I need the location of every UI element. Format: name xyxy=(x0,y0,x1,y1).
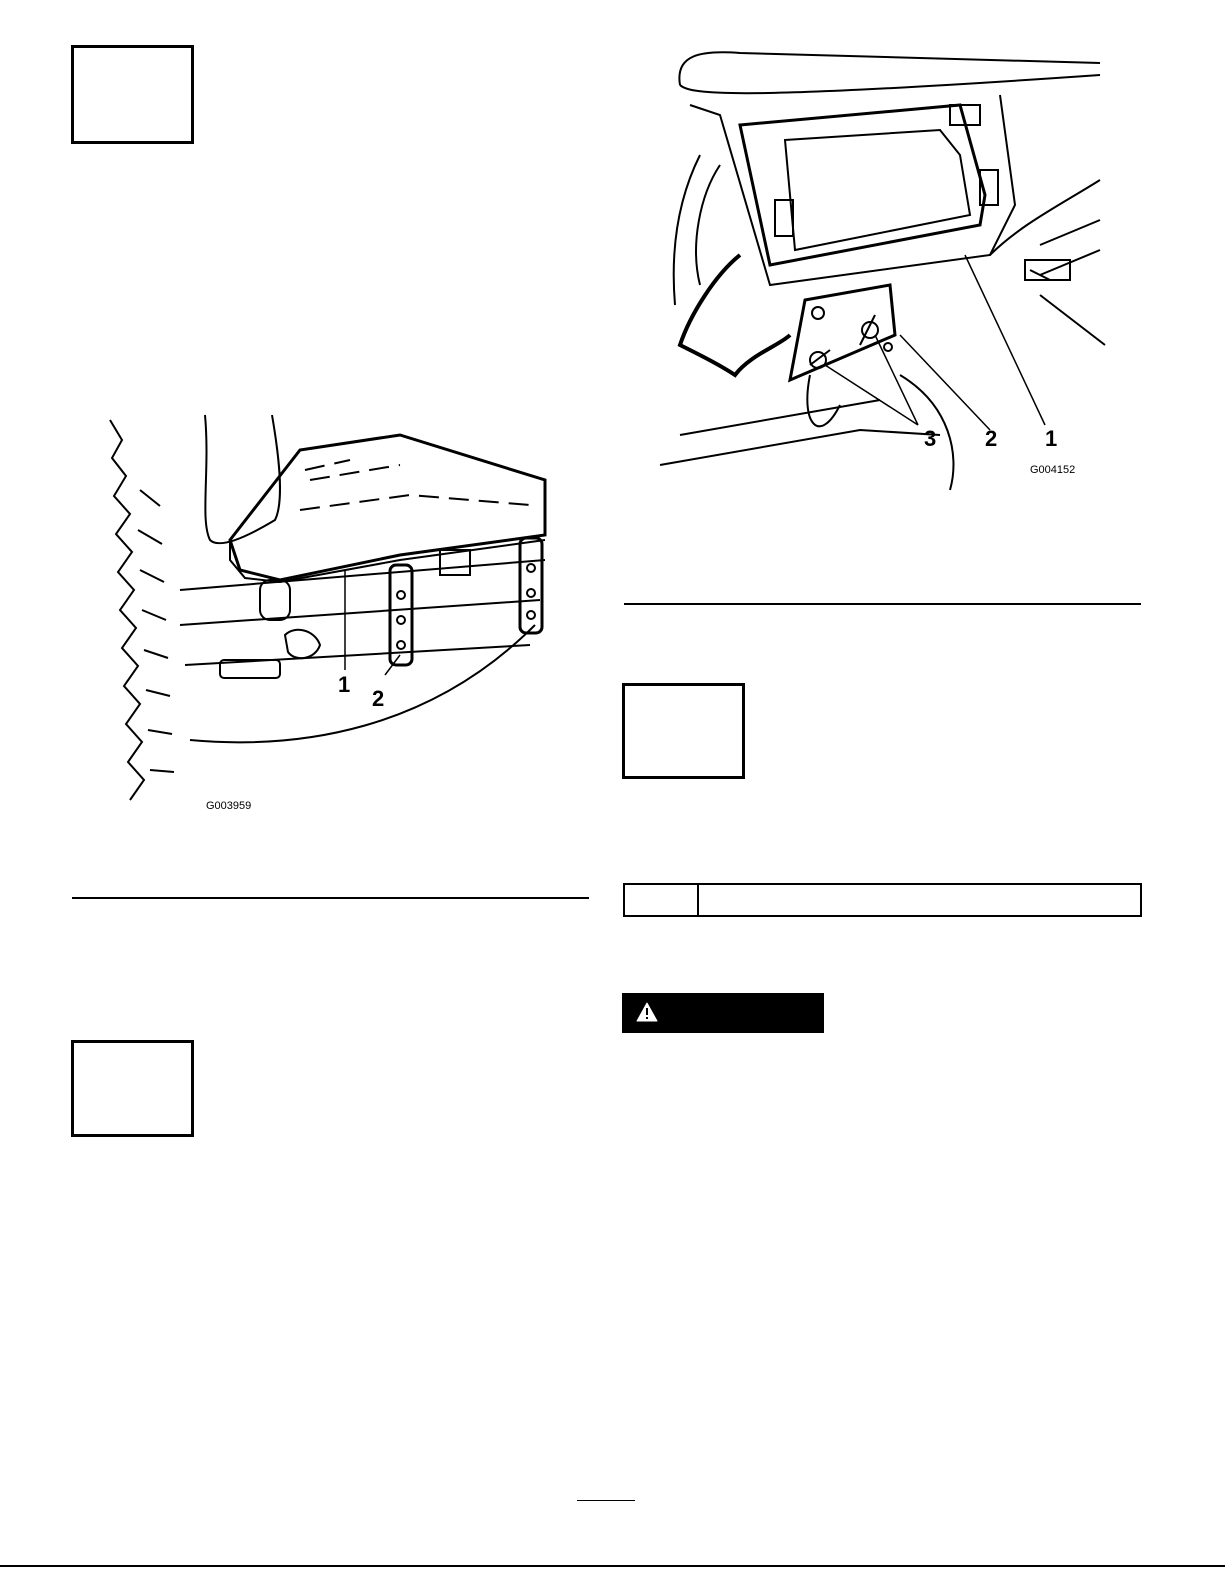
step-box-2 xyxy=(71,1040,194,1137)
callout-1-left: 1 xyxy=(338,672,351,697)
warning-triangle-icon xyxy=(636,1002,658,1022)
figure-code-right: G004152 xyxy=(1030,464,1076,476)
callout-2-right: 2 xyxy=(985,426,998,451)
page-bottom-border xyxy=(0,1565,1225,1567)
section-divider-right xyxy=(624,603,1141,605)
dashboard-bracket-illustration xyxy=(660,45,1105,490)
step-box-1 xyxy=(71,45,194,144)
callout-3-right: 3 xyxy=(924,426,937,451)
step-box-3 xyxy=(622,683,745,779)
page-number-underline xyxy=(577,1500,635,1501)
parts-table-row xyxy=(623,883,1142,917)
table-cell-description xyxy=(699,885,1140,915)
warning-bar xyxy=(622,993,824,1033)
callout-1-right: 1 xyxy=(1045,426,1058,451)
table-cell-qty xyxy=(625,885,699,915)
figure-code-left: G003959 xyxy=(206,800,252,812)
footrest-illustration xyxy=(100,410,570,820)
section-divider-left xyxy=(72,897,589,899)
callout-2-left: 2 xyxy=(372,686,385,711)
